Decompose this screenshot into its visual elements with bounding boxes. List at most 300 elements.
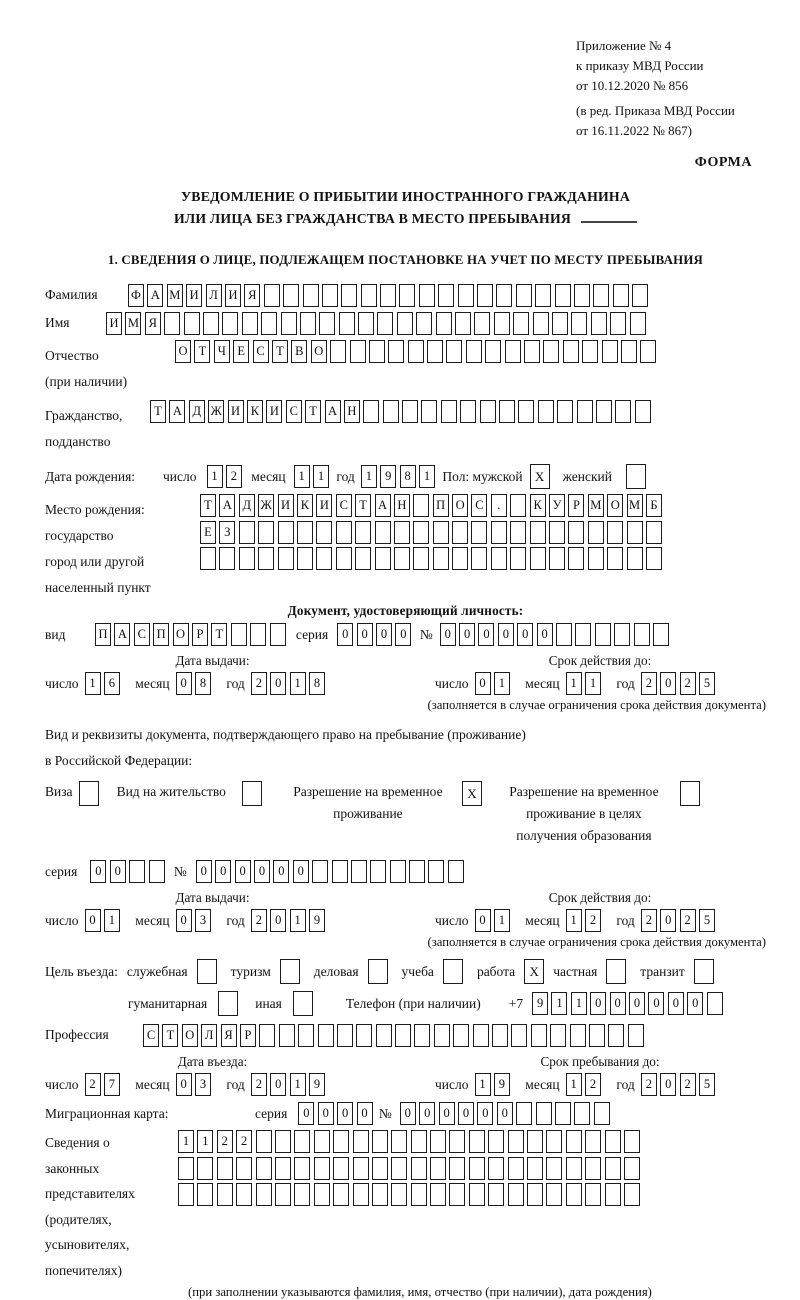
grid-cell[interactable]	[496, 284, 512, 307]
grid-cell[interactable]: А	[375, 494, 391, 517]
stay-day-cells[interactable]	[475, 1073, 514, 1096]
grid-cell[interactable]	[555, 1102, 571, 1125]
grid-cell[interactable]: 2	[236, 1130, 252, 1153]
grid-cell[interactable]: 6	[104, 672, 120, 695]
grid-cell[interactable]: 0	[273, 860, 289, 883]
valid-month-cells[interactable]	[566, 909, 605, 932]
grid-cell[interactable]: А	[219, 494, 235, 517]
grid-cell[interactable]	[607, 547, 623, 570]
grid-cell[interactable]	[546, 1130, 562, 1153]
birth-month-cells[interactable]	[294, 465, 333, 488]
grid-cell[interactable]: О	[173, 623, 189, 646]
grid-cell[interactable]	[596, 400, 612, 423]
grid-cell[interactable]	[471, 547, 487, 570]
grid-cell[interactable]: 9	[309, 909, 325, 932]
grid-cell[interactable]: 2	[251, 1073, 267, 1096]
grid-cell[interactable]	[653, 623, 669, 646]
grid-cell[interactable]	[256, 1157, 272, 1180]
grid-cell[interactable]	[413, 494, 429, 517]
grid-cell[interactable]	[333, 1183, 349, 1206]
grid-cell[interactable]	[409, 860, 425, 883]
grid-cell[interactable]	[394, 547, 410, 570]
grid-cell[interactable]	[416, 312, 432, 335]
grid-cell[interactable]	[488, 1183, 504, 1206]
grid-cell[interactable]	[430, 1130, 446, 1153]
grid-cell[interactable]	[591, 312, 607, 335]
grid-cell[interactable]: Р	[240, 1024, 256, 1047]
residence-number-cells[interactable]	[196, 860, 467, 883]
grid-cell[interactable]: 1	[85, 672, 101, 695]
grid-cell[interactable]: 1	[566, 909, 582, 932]
grid-cell[interactable]	[488, 1130, 504, 1153]
grid-cell[interactable]: 0	[270, 909, 286, 932]
grid-cell[interactable]: Т	[200, 494, 216, 517]
issue-month-cells[interactable]	[176, 672, 215, 695]
grid-cell[interactable]	[613, 284, 629, 307]
grid-cell[interactable]: С	[286, 400, 302, 423]
grid-cell[interactable]	[516, 284, 532, 307]
grid-cell[interactable]: Т	[305, 400, 321, 423]
grid-cell[interactable]	[275, 1183, 291, 1206]
grid-cell[interactable]	[446, 340, 462, 363]
grid-cell[interactable]	[419, 284, 435, 307]
grid-cell[interactable]: 0	[400, 1102, 416, 1125]
grid-cell[interactable]: 0	[270, 672, 286, 695]
grid-cell[interactable]: 0	[660, 672, 676, 695]
grid-cell[interactable]: С	[471, 494, 487, 517]
grid-cell[interactable]: 0	[357, 1102, 373, 1125]
grid-cell[interactable]: 0	[419, 1102, 435, 1125]
birth-place-cells-1[interactable]	[200, 494, 665, 517]
entry-year-cells[interactable]	[251, 1073, 329, 1096]
grid-cell[interactable]: 1	[104, 909, 120, 932]
grid-cell[interactable]: 2	[680, 909, 696, 932]
grid-cell[interactable]: 1	[494, 672, 510, 695]
grid-cell[interactable]	[430, 1157, 446, 1180]
grid-cell[interactable]	[411, 1130, 427, 1153]
doc-number-cells[interactable]	[440, 623, 673, 646]
grid-cell[interactable]	[353, 1130, 369, 1153]
grid-cell[interactable]: 0	[517, 623, 533, 646]
grid-cell[interactable]	[492, 1024, 508, 1047]
grid-cell[interactable]: Т	[162, 1024, 178, 1047]
grid-cell[interactable]: 0	[395, 623, 411, 646]
grid-cell[interactable]: Е	[233, 340, 249, 363]
grid-cell[interactable]	[337, 1024, 353, 1047]
grid-cell[interactable]	[488, 1157, 504, 1180]
grid-cell[interactable]	[508, 1157, 524, 1180]
grid-cell[interactable]: 1	[290, 909, 306, 932]
grid-cell[interactable]	[279, 1024, 295, 1047]
grid-cell[interactable]	[589, 1024, 605, 1047]
grid-cell[interactable]: Ж	[208, 400, 224, 423]
grid-cell[interactable]	[477, 284, 493, 307]
grid-cell[interactable]	[256, 1130, 272, 1153]
grid-cell[interactable]	[391, 1157, 407, 1180]
grid-cell[interactable]	[610, 312, 626, 335]
grid-cell[interactable]	[480, 400, 496, 423]
grid-cell[interactable]	[261, 312, 277, 335]
grid-cell[interactable]: 1	[585, 672, 601, 695]
grid-cell[interactable]: 0	[439, 1102, 455, 1125]
grid-cell[interactable]	[303, 284, 319, 307]
grid-cell[interactable]	[455, 312, 471, 335]
grid-cell[interactable]: 2	[251, 672, 267, 695]
checkbox-other[interactable]	[293, 991, 313, 1016]
grid-cell[interactable]: 2	[226, 465, 242, 488]
grid-cell[interactable]	[574, 284, 590, 307]
representatives-cells-3[interactable]	[178, 1183, 643, 1206]
grid-cell[interactable]: 1	[197, 1130, 213, 1153]
grid-cell[interactable]	[375, 521, 391, 544]
grid-cell[interactable]	[630, 312, 646, 335]
birth-day-cells[interactable]	[207, 465, 246, 488]
grid-cell[interactable]: И	[186, 284, 202, 307]
grid-cell[interactable]	[375, 547, 391, 570]
grid-cell[interactable]	[566, 1157, 582, 1180]
grid-cell[interactable]	[184, 312, 200, 335]
grid-cell[interactable]	[314, 1183, 330, 1206]
grid-cell[interactable]	[530, 547, 546, 570]
grid-cell[interactable]: 0	[459, 623, 475, 646]
grid-cell[interactable]: О	[182, 1024, 198, 1047]
grid-cell[interactable]	[707, 992, 723, 1015]
grid-cell[interactable]: 0	[357, 623, 373, 646]
grid-cell[interactable]	[543, 340, 559, 363]
grid-cell[interactable]: 1	[207, 465, 223, 488]
grid-cell[interactable]	[300, 312, 316, 335]
grid-cell[interactable]	[602, 340, 618, 363]
grid-cell[interactable]	[294, 1157, 310, 1180]
grid-cell[interactable]: Н	[344, 400, 360, 423]
grid-cell[interactable]: 0	[85, 909, 101, 932]
grid-cell[interactable]	[275, 1130, 291, 1153]
stay-year-cells[interactable]	[641, 1073, 719, 1096]
grid-cell[interactable]	[588, 547, 604, 570]
grid-cell[interactable]	[607, 521, 623, 544]
grid-cell[interactable]	[510, 547, 526, 570]
grid-cell[interactable]	[555, 284, 571, 307]
grid-cell[interactable]	[566, 1183, 582, 1206]
grid-cell[interactable]	[312, 860, 328, 883]
grid-cell[interactable]	[449, 1183, 465, 1206]
issue-day-cells[interactable]	[85, 909, 124, 932]
grid-cell[interactable]	[383, 400, 399, 423]
grid-cell[interactable]: 9	[380, 465, 396, 488]
grid-cell[interactable]: И	[228, 400, 244, 423]
grid-cell[interactable]: Р	[568, 494, 584, 517]
grid-cell[interactable]: 0	[90, 860, 106, 883]
birth-year-cells[interactable]	[361, 465, 439, 488]
grid-cell[interactable]	[397, 312, 413, 335]
grid-cell[interactable]	[421, 400, 437, 423]
grid-cell[interactable]: М	[588, 494, 604, 517]
grid-cell[interactable]	[430, 1183, 446, 1206]
grid-cell[interactable]	[627, 547, 643, 570]
grid-cell[interactable]	[433, 547, 449, 570]
grid-cell[interactable]	[452, 547, 468, 570]
grid-cell[interactable]	[259, 1024, 275, 1047]
grid-cell[interactable]: Б	[646, 494, 662, 517]
grid-cell[interactable]: Д	[239, 494, 255, 517]
grid-cell[interactable]	[413, 521, 429, 544]
migration-series-cells[interactable]	[298, 1102, 376, 1125]
grid-cell[interactable]	[469, 1157, 485, 1180]
grid-cell[interactable]	[505, 340, 521, 363]
grid-cell[interactable]: 0	[376, 623, 392, 646]
checkbox-female[interactable]	[626, 464, 646, 489]
grid-cell[interactable]	[239, 547, 255, 570]
grid-cell[interactable]	[370, 860, 386, 883]
grid-cell[interactable]	[531, 1024, 547, 1047]
grid-cell[interactable]	[297, 521, 313, 544]
grid-cell[interactable]	[441, 400, 457, 423]
grid-cell[interactable]	[402, 400, 418, 423]
grid-cell[interactable]: Ф	[128, 284, 144, 307]
grid-cell[interactable]: 5	[699, 909, 715, 932]
grid-cell[interactable]	[449, 1157, 465, 1180]
grid-cell[interactable]	[552, 312, 568, 335]
grid-cell[interactable]	[297, 547, 313, 570]
grid-cell[interactable]	[621, 340, 637, 363]
grid-cell[interactable]: Д	[189, 400, 205, 423]
grid-cell[interactable]: 2	[251, 909, 267, 932]
grid-cell[interactable]	[236, 1183, 252, 1206]
grid-cell[interactable]	[363, 400, 379, 423]
grid-cell[interactable]	[428, 860, 444, 883]
grid-cell[interactable]: 0	[337, 1102, 353, 1125]
grid-cell[interactable]	[508, 1183, 524, 1206]
grid-cell[interactable]	[336, 547, 352, 570]
representatives-cells-1[interactable]	[178, 1130, 643, 1153]
grid-cell[interactable]: Ж	[258, 494, 274, 517]
grid-cell[interactable]	[316, 521, 332, 544]
grid-cell[interactable]: 0	[110, 860, 126, 883]
entry-day-cells[interactable]	[85, 1073, 124, 1096]
grid-cell[interactable]	[408, 340, 424, 363]
grid-cell[interactable]	[341, 284, 357, 307]
grid-cell[interactable]: 0	[610, 992, 626, 1015]
grid-cell[interactable]	[353, 1157, 369, 1180]
grid-cell[interactable]	[527, 1183, 543, 1206]
grid-cell[interactable]: 0	[497, 1102, 513, 1125]
grid-cell[interactable]	[585, 1157, 601, 1180]
grid-cell[interactable]	[563, 340, 579, 363]
grid-cell[interactable]	[594, 1102, 610, 1125]
issue-year-cells[interactable]	[251, 672, 329, 695]
grid-cell[interactable]	[485, 340, 501, 363]
grid-cell[interactable]: 1	[419, 465, 435, 488]
grid-cell[interactable]	[283, 284, 299, 307]
grid-cell[interactable]: 3	[195, 1073, 211, 1096]
grid-cell[interactable]: Т	[355, 494, 371, 517]
grid-cell[interactable]: 1	[475, 1073, 491, 1096]
grid-cell[interactable]	[624, 1183, 640, 1206]
grid-cell[interactable]	[491, 547, 507, 570]
grid-cell[interactable]: Е	[200, 521, 216, 544]
grid-cell[interactable]: И	[106, 312, 122, 335]
grid-cell[interactable]	[605, 1157, 621, 1180]
grid-cell[interactable]: Я	[145, 312, 161, 335]
grid-cell[interactable]: О	[607, 494, 623, 517]
grid-cell[interactable]	[527, 1157, 543, 1180]
grid-cell[interactable]: С	[143, 1024, 159, 1047]
grid-cell[interactable]: 0	[176, 1073, 192, 1096]
grid-cell[interactable]	[281, 312, 297, 335]
grid-cell[interactable]	[129, 860, 145, 883]
grid-cell[interactable]	[624, 1157, 640, 1180]
grid-cell[interactable]: 0	[478, 623, 494, 646]
grid-cell[interactable]: 0	[629, 992, 645, 1015]
grid-cell[interactable]: А	[169, 400, 185, 423]
grid-cell[interactable]	[203, 312, 219, 335]
grid-cell[interactable]: 0	[648, 992, 664, 1015]
grid-cell[interactable]: 0	[475, 909, 491, 932]
grid-cell[interactable]	[436, 312, 452, 335]
grid-cell[interactable]	[333, 1130, 349, 1153]
grid-cell[interactable]	[149, 860, 165, 883]
grid-cell[interactable]	[197, 1183, 213, 1206]
grid-cell[interactable]	[471, 521, 487, 544]
grid-cell[interactable]	[390, 860, 406, 883]
grid-cell[interactable]	[413, 547, 429, 570]
grid-cell[interactable]: С	[336, 494, 352, 517]
grid-cell[interactable]: Т	[194, 340, 210, 363]
grid-cell[interactable]	[217, 1183, 233, 1206]
grid-cell[interactable]	[549, 547, 565, 570]
grid-cell[interactable]: М	[167, 284, 183, 307]
grid-cell[interactable]	[557, 400, 573, 423]
checkbox-humanitarian[interactable]	[218, 991, 238, 1016]
grid-cell[interactable]: 1	[290, 1073, 306, 1096]
grid-cell[interactable]	[333, 1157, 349, 1180]
grid-cell[interactable]: 0	[458, 1102, 474, 1125]
grid-cell[interactable]: 5	[699, 1073, 715, 1096]
grid-cell[interactable]	[372, 1130, 388, 1153]
grid-cell[interactable]: А	[325, 400, 341, 423]
checkbox-residence-permit[interactable]	[242, 781, 262, 806]
grid-cell[interactable]: М	[627, 494, 643, 517]
grid-cell[interactable]	[546, 1157, 562, 1180]
issue-day-cells[interactable]	[85, 672, 124, 695]
grid-cell[interactable]: П	[153, 623, 169, 646]
grid-cell[interactable]	[358, 312, 374, 335]
grid-cell[interactable]	[336, 521, 352, 544]
grid-cell[interactable]	[298, 1024, 314, 1047]
grid-cell[interactable]	[549, 521, 565, 544]
grid-cell[interactable]: 0	[537, 623, 553, 646]
grid-cell[interactable]	[219, 547, 235, 570]
grid-cell[interactable]	[258, 547, 274, 570]
grid-cell[interactable]: 0	[298, 1102, 314, 1125]
grid-cell[interactable]: 0	[477, 1102, 493, 1125]
grid-cell[interactable]: М	[125, 312, 141, 335]
doc-kind-cells[interactable]	[95, 623, 289, 646]
grid-cell[interactable]	[460, 400, 476, 423]
grid-cell[interactable]	[322, 284, 338, 307]
grid-cell[interactable]: 1	[494, 909, 510, 932]
grid-cell[interactable]: 0	[176, 672, 192, 695]
grid-cell[interactable]: 8	[400, 465, 416, 488]
grid-cell[interactable]: А	[114, 623, 130, 646]
grid-cell[interactable]	[627, 521, 643, 544]
grid-cell[interactable]: 2	[680, 672, 696, 695]
phone-cells[interactable]	[532, 992, 726, 1015]
grid-cell[interactable]: Л	[206, 284, 222, 307]
grid-cell[interactable]: И	[266, 400, 282, 423]
grid-cell[interactable]: С	[134, 623, 150, 646]
grid-cell[interactable]	[469, 1183, 485, 1206]
grid-cell[interactable]: И	[316, 494, 332, 517]
issue-year-cells[interactable]	[251, 909, 329, 932]
birth-place-cells-3[interactable]	[200, 547, 665, 570]
grid-cell[interactable]: П	[95, 623, 111, 646]
grid-cell[interactable]	[575, 623, 591, 646]
grid-cell[interactable]	[380, 284, 396, 307]
grid-cell[interactable]	[516, 1102, 532, 1125]
grid-cell[interactable]	[574, 1102, 590, 1125]
grid-cell[interactable]	[466, 340, 482, 363]
grid-cell[interactable]	[330, 340, 346, 363]
grid-cell[interactable]	[239, 521, 255, 544]
grid-cell[interactable]	[530, 521, 546, 544]
grid-cell[interactable]	[275, 1157, 291, 1180]
grid-cell[interactable]	[614, 623, 630, 646]
citizenship-cells[interactable]	[150, 400, 654, 423]
grid-cell[interactable]: 0	[668, 992, 684, 1015]
grid-cell[interactable]: Т	[150, 400, 166, 423]
grid-cell[interactable]	[608, 1024, 624, 1047]
grid-cell[interactable]	[615, 400, 631, 423]
grid-cell[interactable]: 0	[475, 672, 491, 695]
grid-cell[interactable]	[585, 1130, 601, 1153]
grid-cell[interactable]: 1	[551, 992, 567, 1015]
grid-cell[interactable]: О	[311, 340, 327, 363]
grid-cell[interactable]	[434, 1024, 450, 1047]
grid-cell[interactable]	[388, 340, 404, 363]
grid-cell[interactable]: Р	[192, 623, 208, 646]
valid-year-cells[interactable]	[641, 672, 719, 695]
birth-place-cells-2[interactable]	[200, 521, 665, 544]
grid-cell[interactable]	[294, 1130, 310, 1153]
grid-cell[interactable]	[250, 623, 266, 646]
grid-cell[interactable]	[508, 1130, 524, 1153]
grid-cell[interactable]: Я	[221, 1024, 237, 1047]
grid-cell[interactable]	[351, 860, 367, 883]
grid-cell[interactable]: 0	[660, 1073, 676, 1096]
grid-cell[interactable]	[595, 623, 611, 646]
grid-cell[interactable]	[178, 1183, 194, 1206]
grid-cell[interactable]	[458, 284, 474, 307]
checkbox-business[interactable]	[368, 959, 388, 984]
grid-cell[interactable]: И	[225, 284, 241, 307]
grid-cell[interactable]: Я	[244, 284, 260, 307]
grid-cell[interactable]: К	[530, 494, 546, 517]
grid-cell[interactable]: Н	[394, 494, 410, 517]
grid-cell[interactable]	[605, 1130, 621, 1153]
grid-cell[interactable]: 0	[254, 860, 270, 883]
grid-cell[interactable]	[411, 1183, 427, 1206]
grid-cell[interactable]	[372, 1183, 388, 1206]
grid-cell[interactable]: .	[491, 494, 507, 517]
grid-cell[interactable]: 0	[215, 860, 231, 883]
grid-cell[interactable]: К	[297, 494, 313, 517]
grid-cell[interactable]	[256, 1183, 272, 1206]
grid-cell[interactable]	[361, 284, 377, 307]
grid-cell[interactable]: 9	[309, 1073, 325, 1096]
grid-cell[interactable]	[449, 1130, 465, 1153]
grid-cell[interactable]	[318, 1024, 334, 1047]
